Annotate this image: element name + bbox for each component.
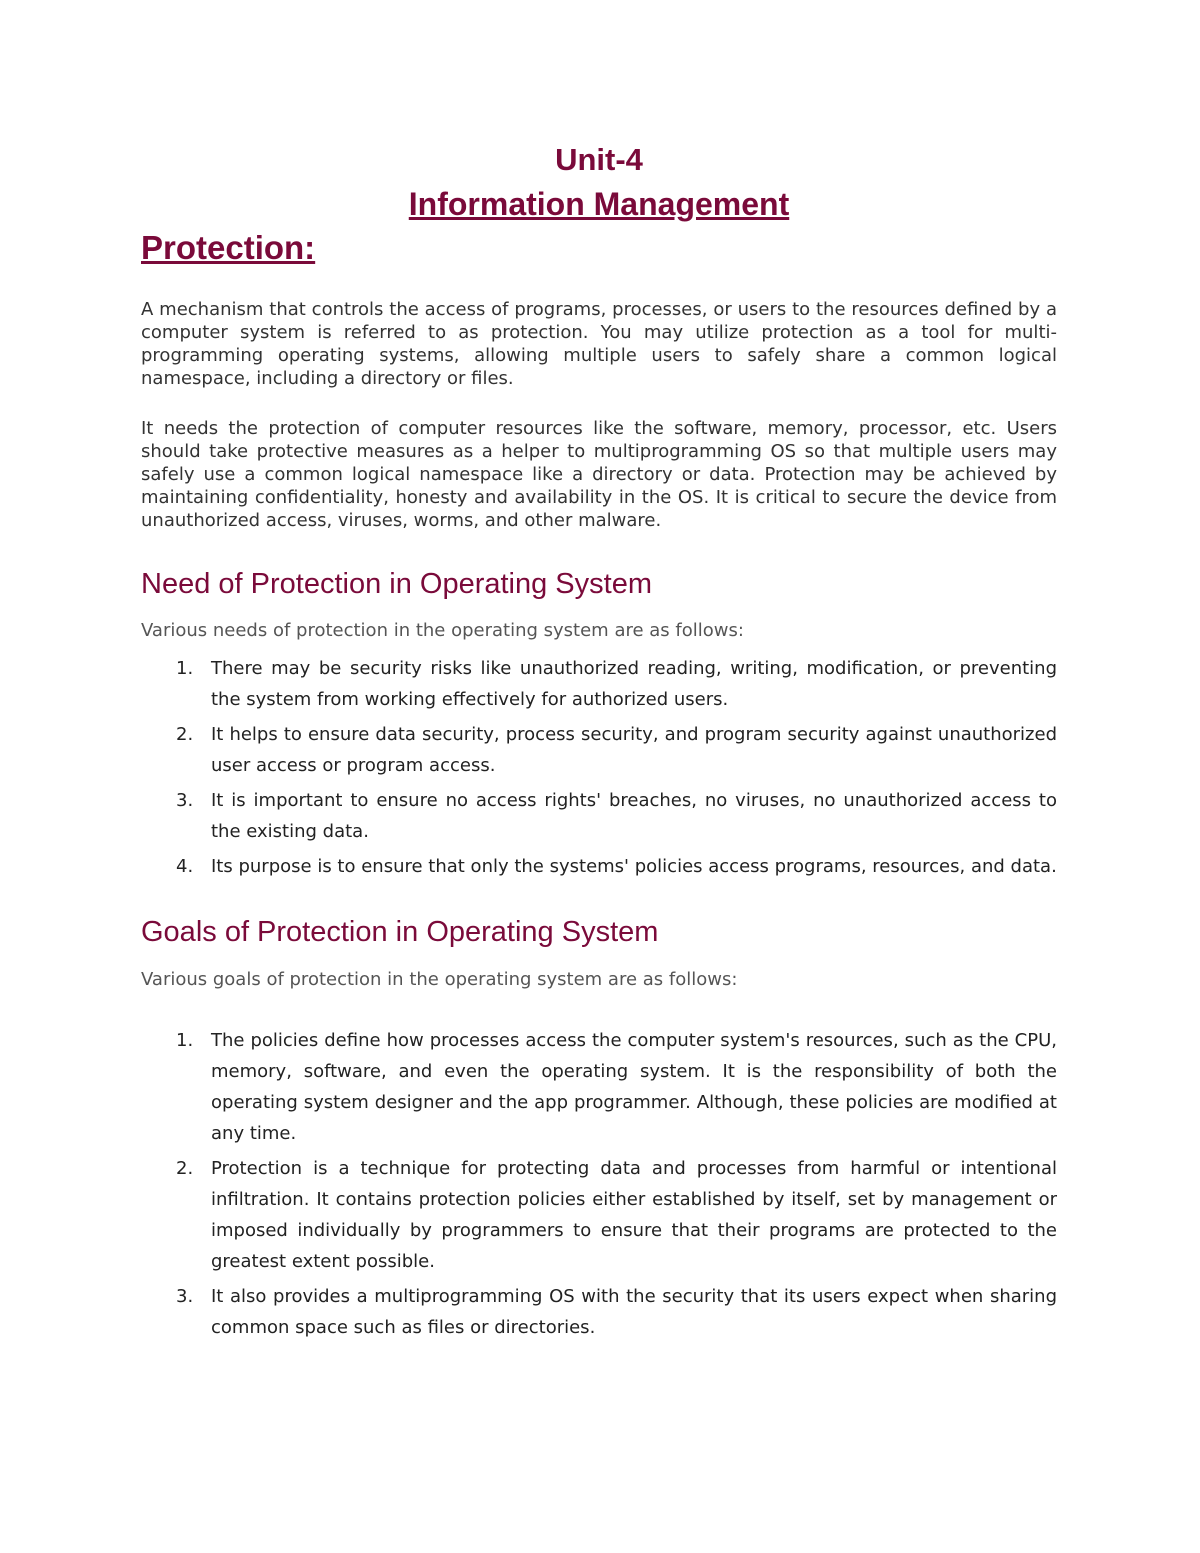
list-number: 2. <box>176 724 194 745</box>
main-title: Information Management <box>408 186 790 222</box>
list-item-text: Its purpose is to ensure that only the systems' policies access programs, resources, and data. <box>211 856 1057 877</box>
list-item <box>141 1153 1057 1277</box>
need-intro: Various needs of protection in the operating system are as follows: <box>141 620 744 641</box>
goals-intro: Various goals of protection in the operating system are as follows: <box>141 969 738 990</box>
list-item-text: There may be security risks like unauthorized reading, writing, modification, or preventing the system from working effectively for authorized users. <box>211 658 1057 710</box>
protection-heading: Protection: <box>141 229 316 266</box>
protection-paragraph-2: It needs the protection of computer resources like the software, memory, processor, etc. Users should take protective measures as a helper to multiprogramming OS so that multiple users may safely use a common logical namespace like a directory or data. Protection may be achieved by maintaining confidentiality, honesty and availability in the OS. It is critical to secure the device from unauthorized access, viruses, worms, and other malware. <box>141 418 1057 531</box>
list-item <box>141 851 1057 882</box>
list-item <box>141 1281 1057 1343</box>
list-number: 3. <box>176 790 194 811</box>
list-item <box>141 785 1057 847</box>
list-item <box>141 719 1057 781</box>
document-page <box>141 138 1057 1347</box>
list-item-text: It is important to ensure no access rights' breaches, no viruses, no unauthorized access to the existing data. <box>211 790 1057 842</box>
list-item <box>141 653 1057 715</box>
unit-title: Unit-4 <box>555 142 643 177</box>
list-number: 1. <box>176 658 194 679</box>
list-number: 2. <box>176 1158 194 1179</box>
list-item-text: Protection is a technique for protecting data and processes from harmful or intentional infiltration. It contains protection policies either established by itself, set by management or imposed individually by programmers to ensure that their programs are protected to the greatest extent possible. <box>211 1158 1057 1272</box>
list-item-text: The policies define how processes access the computer system's resources, such as the CPU, memory, software, and even the operating system. It is the responsibility of both the operating system designer and the app programmer. Although, these policies are modified at any time. <box>211 1030 1057 1144</box>
list-number: 4. <box>176 856 194 877</box>
list-item <box>141 1025 1057 1149</box>
list-number: 1. <box>176 1030 194 1051</box>
protection-paragraph-1: A mechanism that controls the access of programs, processes, or users to the resources defined by a computer system is referred to as protection. You may utilize protection as a tool for multi-programming operating systems, allowing multiple users to safely share a common logical namespace, including a directory or files. <box>141 299 1057 389</box>
list-number: 3. <box>176 1286 194 1307</box>
need-list <box>141 653 1057 882</box>
need-heading: Need of Protection in Operating System <box>141 568 652 600</box>
list-item-text: It also provides a multiprogramming OS with the security that its users expect when sharing common space such as files or directories. <box>211 1286 1057 1338</box>
goals-heading: Goals of Protection in Operating System <box>141 916 659 948</box>
list-item-text: It helps to ensure data security, process security, and program security against unauthorized user access or program access. <box>211 724 1057 776</box>
goals-list <box>141 1025 1057 1343</box>
